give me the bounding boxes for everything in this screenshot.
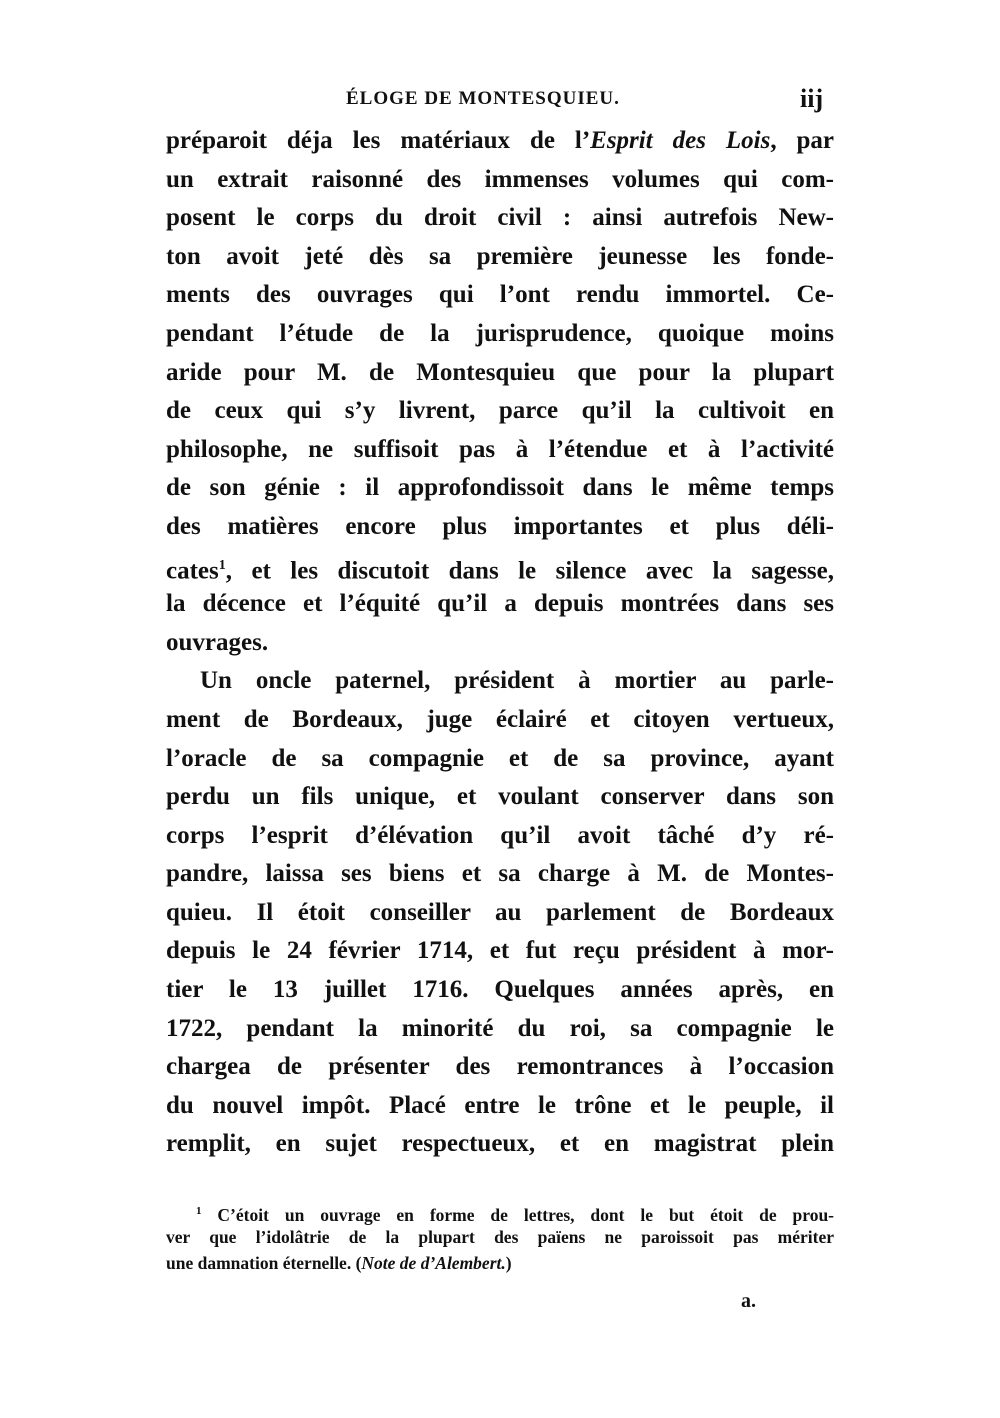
text-line: aride pour M. de Montesquieu que pour la plupart bbox=[166, 358, 834, 386]
body-text bbox=[166, 122, 834, 1164]
footnote bbox=[166, 1198, 835, 1276]
text-line: 1722, pendant la minorité du roi, sa compagnie le bbox=[166, 1014, 834, 1042]
text-line: depuis le 24 février 1714, et fut reçu président à mor- bbox=[166, 937, 834, 965]
text-line: des matières encore plus importantes et plus déli- bbox=[166, 512, 834, 540]
text-line: ouvrages. bbox=[166, 628, 269, 656]
text-line: préparoit déja les matériaux de l’Esprit des Lois, par bbox=[166, 127, 835, 154]
page-number: iij bbox=[800, 84, 824, 113]
text-line: pandre, laissa ses biens et sa charge à M. de Montes- bbox=[166, 860, 834, 888]
text-line: corps l’esprit d’élévation qu’il avoit tâché d’y ré- bbox=[166, 821, 834, 849]
text-line: du nouvel impôt. Placé entre le trône et le peuple, il bbox=[166, 1091, 834, 1119]
text-line: perdu un fils unique, et voulant conserver dans son bbox=[166, 783, 834, 811]
text-line: Un oncle paternel, président à mortier au parle- bbox=[200, 667, 834, 695]
footnote-marker: 1 bbox=[196, 1205, 202, 1217]
running-title: ÉLOGE DE MONTESQUIEU. bbox=[346, 88, 620, 109]
text-line: ment de Bordeaux, juge éclairé et citoyen vertueux, bbox=[166, 705, 834, 733]
text-line: de ceux qui s’y livrent, parce qu’il la cultivoit en bbox=[166, 397, 834, 425]
footnote-line: $^1$ C’étoit un ouvrage en forme de lettres, dont le but étoit de prou- bbox=[196, 1204, 835, 1225]
footnote-line: ver que l’idolâtrie de la plupart des païens ne paroissoit pas mériter bbox=[166, 1227, 834, 1247]
text-line: de son génie : il approfondissoit dans le même temps bbox=[166, 474, 834, 502]
text-line: ton avoit jeté dès sa première jeunesse les fonde- bbox=[166, 242, 834, 270]
text-line: pendant l’étude de la jurisprudence, quoique moins bbox=[166, 319, 834, 347]
text-line: ments des ouvrages qui l’ont rendu immortel. Ce- bbox=[166, 281, 834, 309]
text-line: posent le corps du droit civil : ainsi autrefois New- bbox=[166, 204, 834, 232]
text-line: la décence et l’équité qu’il a depuis montrées dans ses bbox=[166, 590, 834, 618]
text-line: philosophe, ne suffisoit pas à l’étendue et à l’activité bbox=[166, 435, 834, 463]
text-line: tier le 13 juillet 1716. Quelques années après, en bbox=[166, 976, 834, 1004]
text-line: un extrait raisonné des immenses volumes qui com- bbox=[166, 165, 834, 193]
signature-mark: a. bbox=[741, 1290, 756, 1312]
text-line: cates$^1$, et les discutoit dans le silence avec la sagesse, bbox=[166, 556, 834, 584]
footnote-attribution: Note de d’Alembert. bbox=[361, 1253, 506, 1273]
footnote-line: une damnation éternelle. (Note de d’Alembert.) bbox=[166, 1253, 512, 1273]
text-line: chargea de présenter des remontrances à l’occasion bbox=[166, 1053, 834, 1081]
footnote-ref: 1 bbox=[218, 557, 226, 573]
text-line: quieu. Il étoit conseiller au parlement de Bordeaux bbox=[166, 898, 834, 926]
text-line: l’oracle de sa compagnie et de sa province, ayant bbox=[166, 744, 834, 772]
text-line: remplit, en sujet respectueux, et en magistrat plein bbox=[166, 1130, 834, 1158]
